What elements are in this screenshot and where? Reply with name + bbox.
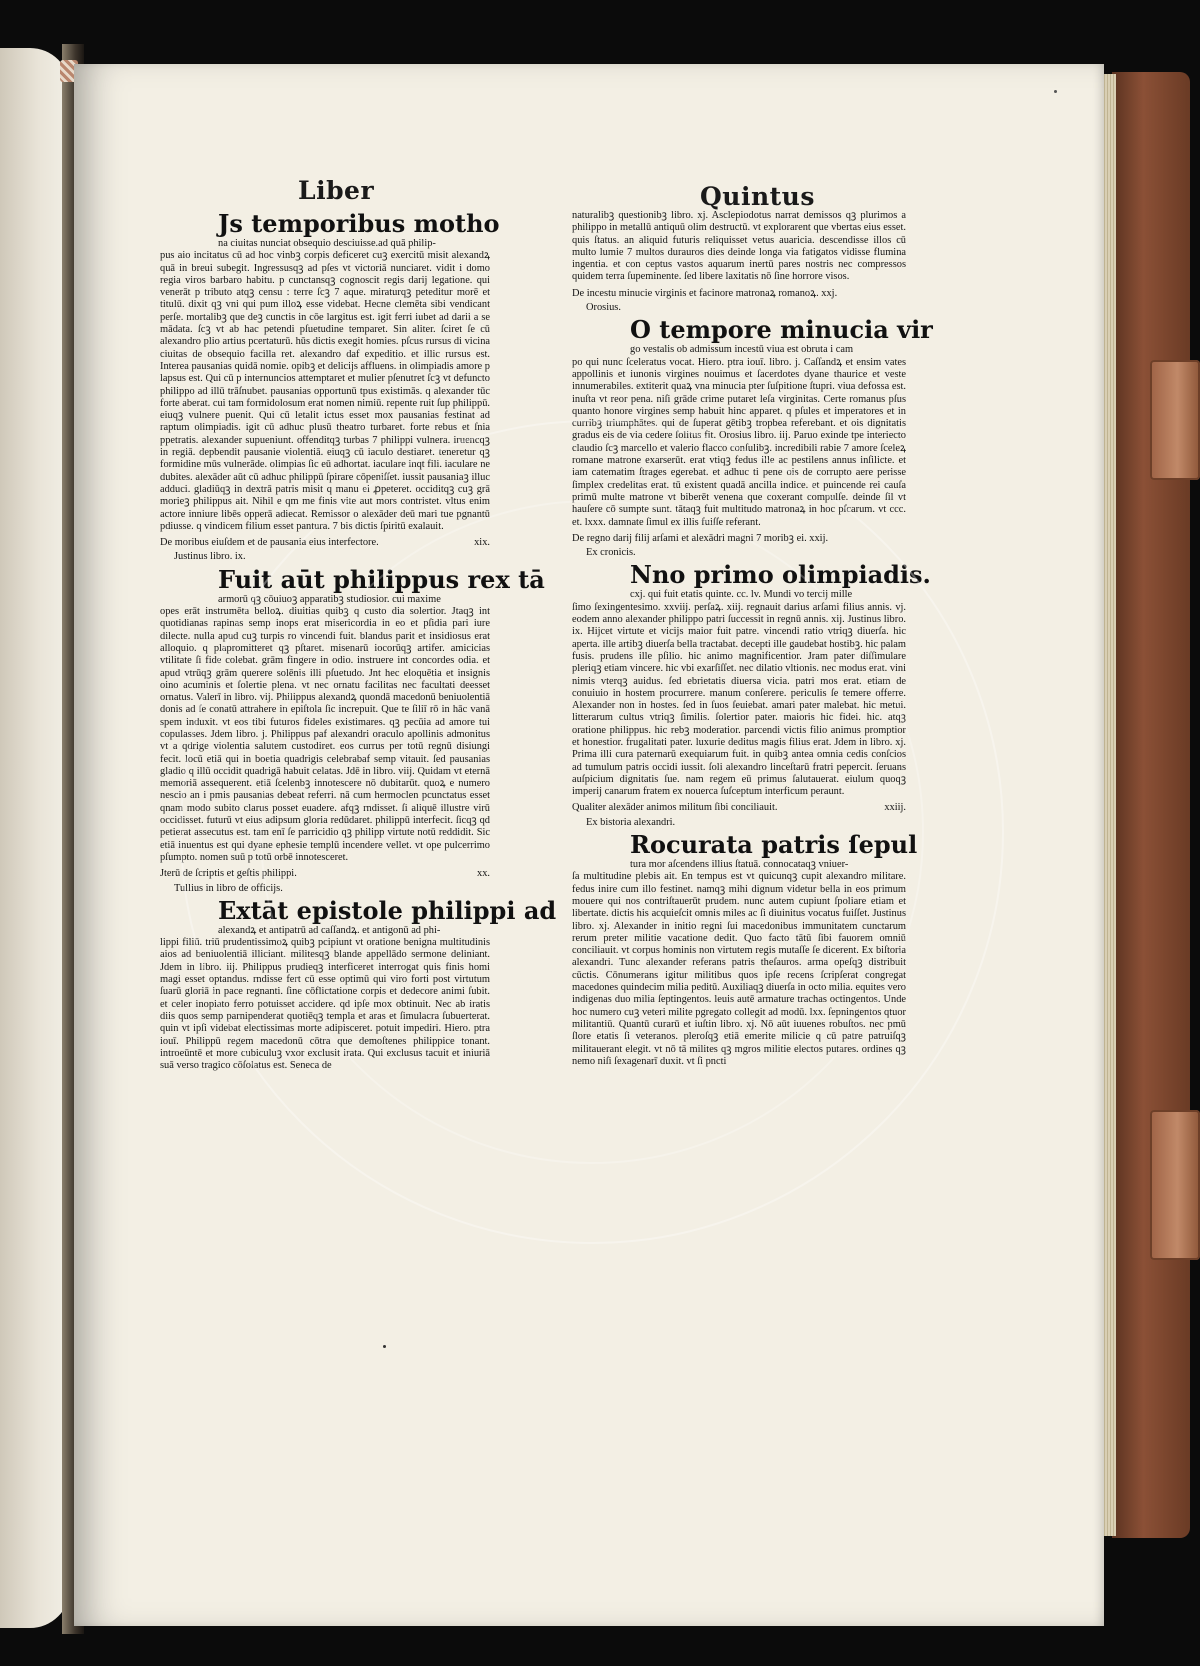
source-citation: Orosius. (586, 302, 621, 314)
source-citation: Ex cronicis. (586, 547, 636, 559)
source-citation: Tullius in libro de officijs. (174, 882, 283, 894)
body-text: po qui nunc ſceleratus vocat. Hiero. ptra iouī. libro. j. Caſſandꝝ et ensim vates appollinis et iunonis virgines nouimus et ſacerdotes dyane thaurice et veste innumerabiles. extiterit quaꝝ vna minucia pter ſuſpitione ſtupri. viua defossa est. inuſta vt reor pena. niſi grāde crime putaret leſa virginitas. Certe romanus pſus quanto honore virgines semp habuit hinc apparet. q pſules et imperatores et in curribꝫ triumphātes. qui de ſuperat gētibꝫ tropbea referebant. et ois dignitatis gradus eis de via cedere ſolitus fit. Orosius libro. iij. Paruo exinde tpe interiecto claudio ſcꝫ marcello et valerio flacco conſulibꝫ. incredibili rabie 7 amore ſceleꝝ romane matrone exarserūt. erat vtiqꝫ fedus ille ac pestilens annus inſilicte. et iam catematim ſtrages egerebat. et adhuc ti pene ois de corrupto aere perisse ſimplex credelitas erat. tū existent quadā ancilla indice. et puincende rei cauſa primū multe matrone vt biberēt venena que coxerant compulſe. deinde ſil vt hauſere cō sumpte sunt. tātaqꝫ fuit multitudo matronaꝝ in hoc pſcarum. vt ccc. et. lxxx. damnate ſimul ex illis fuiſſe referant. (572, 356, 906, 528)
right-column (572, 210, 933, 1068)
section-heading: Rocurata patris ſepul (630, 830, 918, 860)
body-text: ſimo ſexingentesimo. xxviij. perſaꝝ. xiij. regnauit darius arſami filius annis. vj. eodem anno alexander philippo patri ſuccessit in regnū annis. xij. Justinus libro. ix. Hijcet virtute et vicijs maior fuit patre. vincendi ratio vtriqꝫ diuerſa. hic aperta. ille artibꝫ diuerſa bella tractabat. decepti ille gaudebat hostibꝫ. hic palam fusis. prudens ille pſilio. hic animo magnificentior. Jram pater diſſimulare pleriqꝫ etiam vincere. hic vbi exarſiſſet. nec dilatio vltionis. nec modus erat. vini nimis vterqꝫ auidus. ſed ebrietatis diuersa vicia. patri mos erat. etiam de conuiuio in hostem procurrere. manum conſerere. periculis ſe temere offerre. Alexander non in hostes. ſed in ſuos ſeuiebat. amari pater malebat. hic metui. litterarum cultus vtriqꝫ ſimilis. ſolertior pater. maioris hic fidei. hic. atqꝫ oratione philippus. hic rebꝫ moderatior. parcendi victis filio animus promptior et honestior. frugalitati pater. luxurie deditus magis filius erat. Jdem in libro. xj. Prima illi cura paternarū exequiarum fuit. in quibꝫ antea omnia cedis conſcios ad tumulum patris occidi iussit. ſoli alexandro linceſtarū fratri pepercit. ſeruans auſpicium dignitatis ſue. nam regem eū primus ſalutauerat. eiulum quoqꝫ imperij canarum fratem ex nouerca ſuſceptum interficum peraunt. (572, 601, 906, 798)
chapter-rubric-text: Jterū de ſcriptis et geſtis philippi. (160, 868, 297, 880)
section-heading: Nno primo olimpiadis. (630, 560, 931, 590)
chapter-rubric (160, 868, 490, 880)
body-text: opes erāt instrumēta belloꝝ. diuitias quibꝫ q custo dia solertior. Jtaqꝫ int quotidianas rapinas semp inops erat misericordia in eo et pſidia pari iure dilecte. nulla apud cuꝫ turpis ro vincendi fuit. blandus parit et insidiosus erat alloquio. q plapromitteret qꝫ pſtaret. misenarū iocorūqꝫ artifer. amicicias vtilitate ſi fide colebat. grām fingere in odio. instruere int concordes odia. et apud vtrūqꝫ grām querere solēnis illi pſuetudo. Jnt hec eloquētia et insignis oino acuminis et ſolertie plena. vt nec ornatu facilitas nec facultati deesset ornatus. Valerī in libro. vij. Philippus alexandꝝ quondā macedonū beniuolentiā donis ad ſe conatū attrahere in epiſtola ſic increpuit. Que te ſiliī rō in hāc vanā spem induxit. vt eos tibi futuros fideles existimares. qꝫ pecūia ad amore tui copulasses. Jdem libro. j. Philippus paf alexandri oraculo apollinis admonitus vt a qdrige violentia salutem custodiret. eos currus per totū regnū disiungi fecit. locū etiā qui in boetia quadrigis celebrabaf semp vitauit. ſed pausanias gladio q illū occidit quadrigā habuit celatas. Jdē in libro. viij. Quidam vt eternā memoriā assequerent. etiā ſcelenbꝫ innotescere nō dubitarūt. quoꝝ e numero nescio an i pmis pausanias debeat referri. nā cum hermoclen pcunctatus esset qnam modo subito clarus posset euadere. afqꝫ rndisset. ſi aliquē illustre virū occidisset. futurū vt eius adipsum gloria redūdaret. philippū interfecit. ſicqꝫ qd petierat assecutus est. tam enī ſe parricidio qꝫ philipp virtute notū reddidit. Sic etiā inuentus est qui dyane ephesie templū incendere vellet. vt ope pulcerrimo pſumpto. nomen suū p totū orbē innotesceret. (160, 606, 490, 863)
chapter-rubric-text: De moribus eiuſdem et de pausania eius interfectore. (160, 537, 379, 549)
running-header-right: Quintus (700, 182, 815, 211)
leather-clasp-bottom (1150, 1110, 1200, 1260)
section-lead: na ciuitas nunciat obsequio desciuisse.ad quā philip- (218, 238, 436, 249)
body-text: lippi filiū. triū prudentissimoꝝ quibꝫ pcipiunt vt oratione benigna multitudinis aios ad beniuolentiā illiciant. militesqꝫ blande appellādo sermone deliniant. Jdem in libro. iij. Philippus prudieqꝫ interficeret interrogat quis finis homi magi esset optandus. rndisse fert cū esse optimū qui viro forti post virtutum ſuarū gloriā in pace regnanti. ſine cōflictatione corpis et dedecore animi ſubit. et celer inopiato ferro potuisset accidere. qd ipſe mox obtinuit. Nec ab iratis diis quos semp parnipenderat quotiēqꝫ templa et aras et ſimulacra ſubuerterat. quin vt ipſi videbat electissimas morte adipisceret. potuit impediri. Hiero. ptra iouī. Philippū regem macedonū cōtra que demoſtenes philippice tonant. introeūntē et more cubiculuꝫ vxor exclusit irata. Qui exclusus tacuit et iniuriā suā verso tragico cōſolatus est. Seneca de (160, 937, 490, 1072)
section-heading: O tempore minucia vir (630, 315, 933, 345)
page-mark (383, 1345, 386, 1348)
body-text: naturalibꝫ questionibꝫ libro. xj. Asclepiodotus narrat demissos qꝫ plurimos a philippo in metallū antiquū olim destructū. vt explorarent que vbertas eius esset. quis ſtatus. an aliquid futuris reliquisset vetus auaricia. descendisse illos cū multo lumie 7 multos durauros dies deinde longa via fatigatos vidisse flumina ingentia. et con ceptus vastos aquarum inertū pares nostris nec compressos quidem terra ſupeminente. ſed libere laxitatis nō ſine horrore visos. (572, 210, 906, 283)
left-column (160, 209, 557, 1072)
source-citation: Justinus libro. ix. (174, 551, 246, 563)
chapter-rubric: De incestu minucie virginis et facinore matronaꝝ romanoꝝ. xxj. (572, 287, 838, 299)
chapter-rubric-text: Qualiter alexāder animos militum ſibi conciliauit. (572, 802, 778, 814)
section-heading: Fuit aūt philippus rex tā (218, 564, 545, 594)
page-mark (1054, 90, 1057, 93)
source-citation: Ex bistoria alexandri. (586, 816, 676, 828)
section-lead: alexandꝝ et antipatrū ad caſſandꝝ. et antigonū ad phi- (218, 924, 441, 936)
section-heading: Extāt epistole philippi ad (218, 895, 557, 925)
chapter-number: xx. (477, 868, 490, 880)
section-lead: armorū qꝫ cōuiuoꝫ apparatibꝫ studiosior. cui maxime (218, 593, 441, 605)
chapter-rubric (160, 537, 490, 549)
leather-clasp-top (1150, 360, 1200, 480)
chapter-rubric (572, 802, 906, 814)
leather-cover (1112, 72, 1190, 1538)
running-header-left: Liber (298, 176, 375, 205)
chapter-rubric: De regno darij filij arſami et alexādri magni 7 moribꝫ ei. xxij. (572, 532, 829, 544)
body-text: ſa multitudine plebis ait. En tempus est vt quicunqꝫ cupit alexandro militare. fedus inire cum illo festinet. namqꝫ mihi dignum videtur bella in eos primum mouere qui nos contriſtauerūt prudem. nunc autem cupiunt ſpoliare etiam et libertate. dictis his acquieſcit omnis miles ac ſi diuinitus vocatus fuiſſet. Justinus libro. xj. Alexander in initio regni ſui macedonibus immunitatem cunctarum rerum preter militie vacatione dedit. Quo facto tātū ſibi fauorem omniū conciliauit. vt corpus hominis non virtutem regis mutaſſe ſe dicerent. Ex biſtoria alexandri. Tunc alexander referans patris theſauros. arma opeſqꝫ distribuit cūctis. Cōnumerans igitur militibus quos ipſe recens ſcripſerat congregat macedones quindecim milia peditū. Auxiliaqꝫ diuerſa in octo milia. equites vero indigenas duo milia ſeptingentos. leuis autē armature trachas octingentos. Unde hoc numero cuꝫ veteri milite pgregato collegit ad modū. lxx. ſepningentos qtuor militantiū. Quantū curarū et iuſtin libro. xj. Nō aūt iuuenes robuſtos. nec pmū ſlore etatis ſi veteranos. pleroſqꝫ etiā emerite milicie q cū patre patruiſqꝫ militauerant elegit. vt nō tā milites qꝫ mgros militie electos putares. ordines qꝫ nemo niſi ſexagenarī duxit. vt ſi pncti (572, 871, 906, 1067)
chapter-number: xxiij. (884, 802, 906, 814)
section-heading: Js temporibus motho (218, 209, 500, 238)
left-page-edge (0, 48, 70, 1628)
chapter-number: xix. (474, 537, 490, 549)
section-lead: go vestalis ob admissum incestū viua est obruta i cam (630, 344, 854, 356)
body-text: pus aio incitatus cū ad hoc vinbꝫ corpis deficeret cuꝫ exercitū misit alexandꝝ quā in breui subegit. Ingressusqꝫ ad pſes vt victoriā nunciaret. vidit i domo regia viros barbaro habitu. p cunctansqꝫ cognoscit regis darij legatione. qui venerāt p tributo atqꝫ censu : terre ſcꝫ 7 aque. miraturqꝫ peteditur morē et titulū. dixit qꝫ vni qui pum illoꝝ esse videbat. Hecne clemēta sibi vendicant perſe. mortalibꝫ que deꝫ cunctis in cōe largitus est. igit ferri iubet ad darii a se mādata. ſcꝫ vt ab hac petendi pſuetudine temparet. Sin aliter. ſciret ſe cū alexandro plio artius pcertaturū. hūs dictis exegit homies. pſcus rursus di vicina ciuitas de obsequio facilla ret. alexandro daf expeditio. et illic rursus est. Interea pausanias quidā nomie. opibꝫ et delicijs affluens. in olimpiadis amore p lapsus est. Qui cū p internuncios attemptaret et mulier pſenutret ſcꝫ vt defuncto philippo ad illū trāſnubet. pausanias opportunū tpus existimās. q alexander tūc forte aberat. cui tam formidolosum erat nomen nimiū. repente ruit ſup philippū. eiuqꝫ vulnere puenit. Qui cū letalit ictus esset mox pausanias festinat ad raptum olimpiadis. igit cū adhuc plusū theatro turbaret. forte rebus et ſnia ppetratis. alexander supueniunt. offenditqꝫ turbas 7 philippi vulnera. iruencqꝫ in regiā. depbendit pausanie violentiā. eiuqꝫ cū iaculo destiaret. teneretur qꝫ formidine mūs vulnerāde. olimpias ſic eū adhortat. iaculare inqt fili. iaculare ne dubites. alexāder aūt cū adhuc philippū ſpirare cōpeniſſet. iussit pausaniaꝫ illuc adduci. gladiūqꝫ in dextrā patris misit q manu ei ꝓpeteret. occiditqꝫ cuꝫ grā morieꝫ philippus ait. Nihil e qm me finis vite aut mors contristet. vltus enim actore inniure libēs opperā adiecat. Remissor o alexāder deū mari tue pgnantū pdiusse. q vindicem filium esset pantura. 7 bis dictis ſpiritū exalauit. (160, 250, 490, 532)
section-lead: cxj. qui fuit etatis quinte. cc. lv. Mundi vo tercij mille (630, 589, 853, 601)
section-lead: tura mor aſcendens illius ſtatuā. connocataqꝫ vniuer- (630, 859, 849, 871)
